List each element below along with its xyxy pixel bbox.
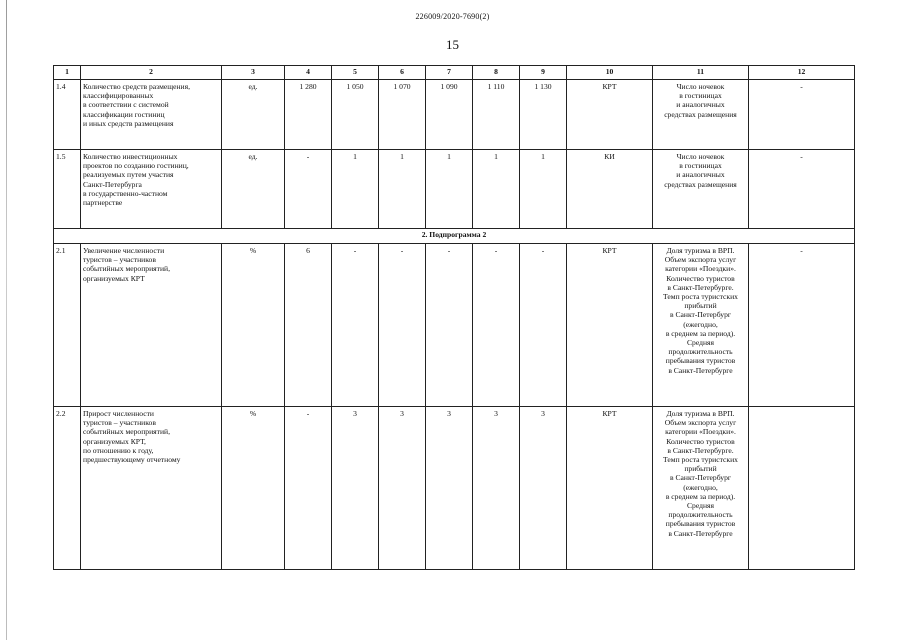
table-header-row bbox=[54, 66, 855, 80]
value-cell: 1 bbox=[520, 150, 567, 229]
indicator-name: Прирост численности туристов – участников событийных мероприятий, организуемых КРТ, по отношению к году, предшествующему отчетному bbox=[81, 407, 222, 570]
value-cell: - bbox=[332, 244, 379, 407]
responsible-cell: КРТ bbox=[567, 244, 653, 407]
value-cell: - bbox=[285, 407, 332, 570]
page-number: 15 bbox=[446, 37, 459, 52]
value-cell: 3 bbox=[332, 407, 379, 570]
header-cell: 10 bbox=[567, 66, 653, 80]
header-cell: 3 bbox=[222, 66, 285, 80]
header-cell: 7 bbox=[426, 66, 473, 80]
value-cell: 1 bbox=[473, 150, 520, 229]
table-row bbox=[54, 150, 855, 229]
row-number: 2.2 bbox=[54, 407, 81, 570]
header-cell: 6 bbox=[379, 66, 426, 80]
value-cell: - bbox=[285, 150, 332, 229]
related-indicators-cell: Число ночевок в гостиницах и аналогичных средствах размещения bbox=[653, 150, 749, 229]
indicator-name: Количество средств размещения, классифицированных в соответствии с системой классификации гостиниц и иных средств размещения bbox=[81, 80, 222, 150]
value-cell: 1 280 bbox=[285, 80, 332, 150]
section-title: 2. Подпрограмма 2 bbox=[54, 229, 855, 244]
indicator-name: Количество инвестиционных проектов по созданию гостиниц, реализуемых путем участия Санкт-Петербурга в государственно-частном партнерстве bbox=[81, 150, 222, 229]
indicator-name: Увеличение численности туристов – участников событийных мероприятий, организуемых КРТ bbox=[81, 244, 222, 407]
related-indicators-cell: Доля туризма в ВРП. Объем экспорта услуг категории «Поездки». Количество туристов в Санкт-Петербурге. Темп роста туристских прибытий в Санкт-Петербург (ежегодно, в среднем за период). Средняя продолжительность пребывания туристов в Санкт-Петербурге bbox=[653, 244, 749, 407]
value-cell: 1 050 bbox=[332, 80, 379, 150]
notes-cell bbox=[749, 407, 855, 570]
value-cell: 3 bbox=[473, 407, 520, 570]
related-indicators-cell: Доля туризма в ВРП. Объем экспорта услуг категории «Поездки». Количество туристов в Санкт-Петербурге. Темп роста туристских прибытий в Санкт-Петербург (ежегодно, в среднем за период). Средняя продолжительность пребывания туристов в Санкт-Петербурге bbox=[653, 407, 749, 570]
table-row bbox=[54, 244, 855, 407]
section-row bbox=[54, 229, 855, 244]
table-row bbox=[54, 80, 855, 150]
header-cell: 1 bbox=[54, 66, 81, 80]
row-number: 1.4 bbox=[54, 80, 81, 150]
responsible-cell: КРТ bbox=[567, 407, 653, 570]
notes-cell: - bbox=[749, 150, 855, 229]
value-cell: 1 bbox=[379, 150, 426, 229]
value-cell: 3 bbox=[379, 407, 426, 570]
header-cell: 5 bbox=[332, 66, 379, 80]
header-cell: 2 bbox=[81, 66, 222, 80]
indicators-table bbox=[53, 65, 855, 570]
value-cell: 3 bbox=[426, 407, 473, 570]
value-cell: 1 bbox=[426, 150, 473, 229]
header-cell: 12 bbox=[749, 66, 855, 80]
value-cell: - bbox=[473, 244, 520, 407]
value-cell: 1 110 bbox=[473, 80, 520, 150]
unit-cell: ед. bbox=[222, 80, 285, 150]
value-cell: 1 070 bbox=[379, 80, 426, 150]
value-cell: - bbox=[379, 244, 426, 407]
responsible-cell: КИ bbox=[567, 150, 653, 229]
related-indicators-cell: Число ночевок в гостиницах и аналогичных средствах размещения bbox=[653, 80, 749, 150]
document-id: 226009/2020-7690(2) bbox=[415, 12, 490, 21]
scan-edge-line bbox=[6, 0, 7, 640]
table-row bbox=[54, 407, 855, 570]
value-cell: - bbox=[520, 244, 567, 407]
unit-cell: % bbox=[222, 244, 285, 407]
header-cell: 4 bbox=[285, 66, 332, 80]
row-number: 1.5 bbox=[54, 150, 81, 229]
responsible-cell: КРТ bbox=[567, 80, 653, 150]
value-cell: 6 bbox=[285, 244, 332, 407]
header-cell: 8 bbox=[473, 66, 520, 80]
unit-cell: % bbox=[222, 407, 285, 570]
value-cell: 3 bbox=[520, 407, 567, 570]
row-number: 2.1 bbox=[54, 244, 81, 407]
header-cell: 11 bbox=[653, 66, 749, 80]
unit-cell: ед. bbox=[222, 150, 285, 229]
value-cell: 1 bbox=[332, 150, 379, 229]
notes-cell: - bbox=[749, 244, 855, 407]
value-cell: - bbox=[426, 244, 473, 407]
value-cell: 1 090 bbox=[426, 80, 473, 150]
header-cell: 9 bbox=[520, 66, 567, 80]
notes-cell: - bbox=[749, 80, 855, 150]
value-cell: 1 130 bbox=[520, 80, 567, 150]
